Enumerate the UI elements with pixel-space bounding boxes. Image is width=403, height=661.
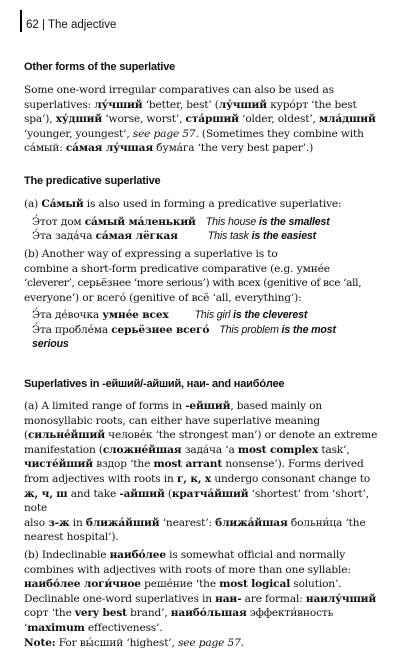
section-other-forms: [24, 60, 385, 156]
example-line: Э́та пробле́ма серьёзнее всего́ This problem is the most: [32, 323, 336, 336]
paragraph-line: ‘cleverer’, серьёзнее ‘more serious’) with всех (genitive of все ‘all,: [24, 277, 362, 290]
section-superlatives-ejshij: [24, 377, 385, 650]
example-line: Э́тот дом са́мый ма́ленький This house is the smallest: [32, 215, 330, 228]
paragraph-line: чисте́йший вздор ‘the most arrant nonsense’). Forms derived: [24, 458, 364, 471]
paragraph-line: manifestation (сложне́йшая зада́ча ‘a most complex task’,: [24, 443, 350, 456]
paragraph-line: наибо́лее логи́чное реше́ние ‘the most logical solution’.: [24, 578, 342, 591]
section-heading: Superlatives in -ейший/-айший, наи- and наибо́лее: [24, 378, 285, 390]
paragraph-line: сорт ‘the very best brand’, наибо́льшая эффекти́вность: [24, 607, 334, 620]
paragraph-line: (b) Another way of expressing a superlative is to: [24, 248, 278, 260]
paragraph-line: nearest hospital’).: [24, 531, 119, 544]
paragraph-line: ‘maximum effectiveness’.: [24, 621, 163, 634]
paragraph-line: Some one-word irregular comparatives can also be used as: [24, 84, 334, 96]
page-number: 62: [26, 19, 39, 31]
paragraph-line: (b) Indeclinable наибо́лее is somewhat official and normally: [24, 548, 346, 561]
paragraph-line: combine a short-form predicative comparative (e.g. умне́е: [24, 262, 330, 275]
paragraph-line: monosyllabic roots, can either have superlative meaning: [24, 414, 321, 427]
example-line: Э́та де́вочка умне́е всех This girl is the cleverest: [32, 309, 308, 322]
note-line: Note: For вы́сший ‘highest’, see page 57.: [24, 636, 244, 649]
paragraph-line: also з-ж in ближа́йший ‘nearest’: ближа́йшая больни́ца ‘the: [24, 516, 366, 529]
paragraph-line: spa’), ху́дший ‘worse, worst’, ста́рший ‘older, oldest’, мла́дший: [24, 113, 376, 126]
section-predicative-superlative: [24, 174, 385, 351]
section-heading: The predicative superlative: [24, 175, 161, 187]
paragraph-line: (a) A limited range of forms in -ейший, based mainly on: [24, 400, 322, 412]
example-line: Э́та зада́ча са́мая лёгкая This task is the easiest: [32, 229, 317, 242]
header-rule: [20, 10, 22, 32]
paragraph-line: Declinable one-word superlatives in наи- are formal: наилу́чший: [24, 592, 377, 605]
example-line: serious: [32, 337, 69, 350]
chapter-title: The adjective: [47, 19, 117, 31]
running-head: [20, 8, 116, 32]
paragraph-line: (a) Са́мый is also used in forming a predicative superlative:: [24, 198, 342, 210]
paragraph-line: from adjectives with roots in г, к, х undergo consonant change to: [24, 472, 371, 485]
paragraph-line: ‘younger, youngest’, see page 57. (Sometimes they combine with: [24, 127, 364, 140]
paragraph-line: са́мый: са́мая лу́чшая бума́га ‘the very best paper’.): [24, 142, 314, 155]
paragraph-line: (сильне́йший челове́к ‘the strongest man’) or denote an extreme: [24, 429, 378, 442]
running-head-text: 62 | The adjective: [26, 19, 117, 31]
paragraph-line: ж, ч, ш and take -айший (кратча́йший ‘shortest’ from ‘short’, note: [24, 487, 369, 515]
paragraph-line: everyone’) or всего́ (genitive of всё ‘all, everything’):: [24, 291, 302, 304]
paragraph-line: combines with adjectives with roots of more than one syllable:: [24, 563, 351, 576]
paragraph-line: superlatives: лу́чший ‘better, best’ (лу́чший куро́рт ‘the best: [24, 98, 357, 111]
section-heading: Other forms of the superlative: [24, 61, 176, 73]
